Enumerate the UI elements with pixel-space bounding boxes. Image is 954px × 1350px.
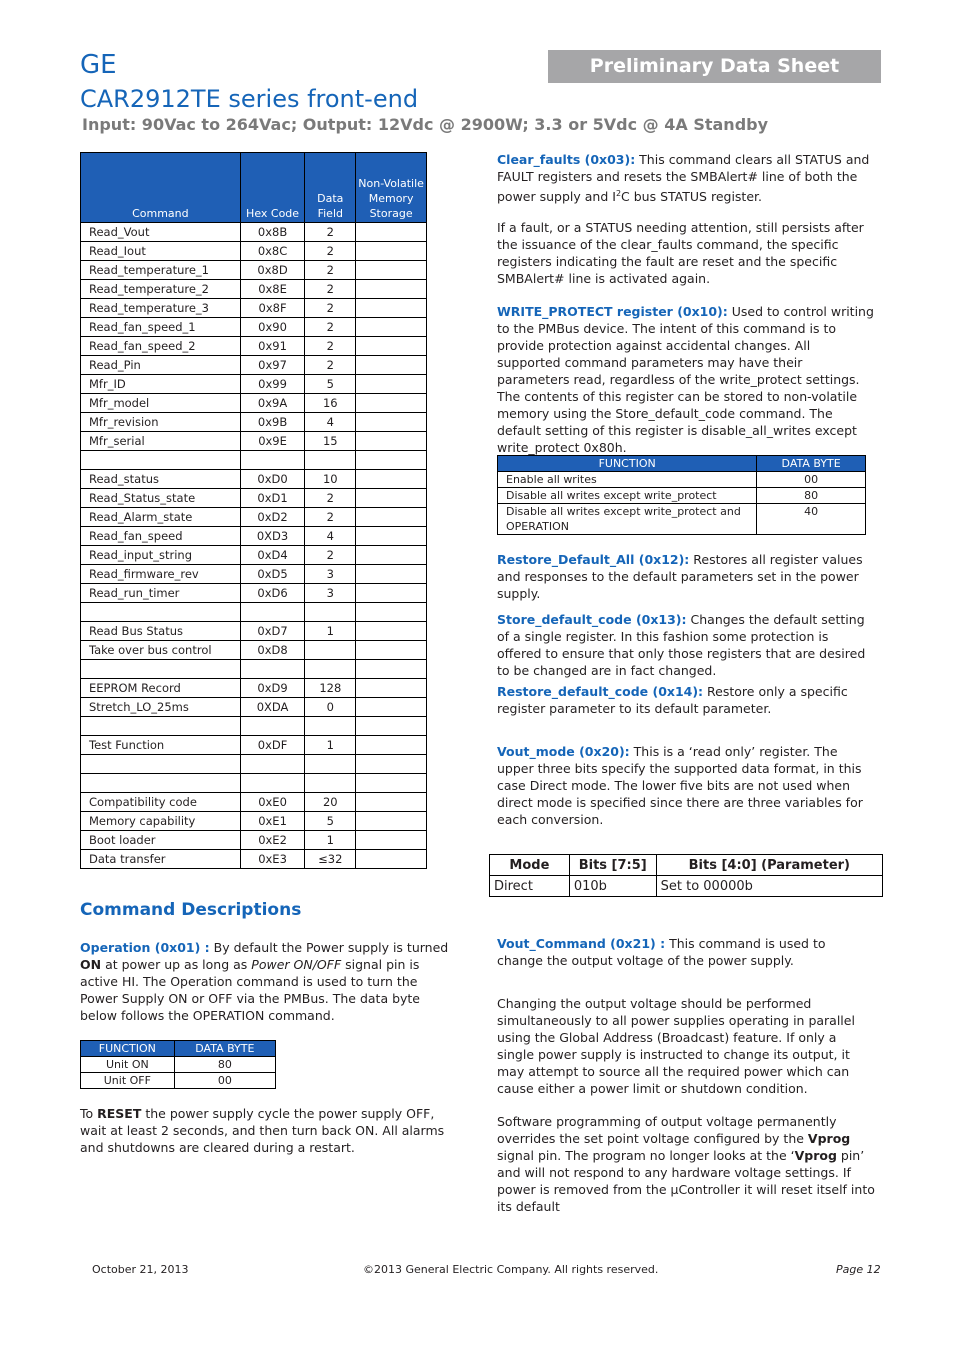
hex-code-cell: 0xE1 (240, 812, 305, 831)
clear-faults-keyword: Clear_faults (0x03): (497, 152, 636, 167)
command-name-cell: Read_temperature_1 (81, 261, 241, 280)
nonvolatile-storage-cell (356, 603, 427, 622)
table-row (81, 413, 427, 432)
table-row (81, 812, 427, 831)
nonvolatile-storage-cell (356, 280, 427, 299)
data-field-cell: 20 (305, 793, 356, 812)
changing-output-paragraph: Changing the output voltage should be performed simultaneously to all power supplies operating in parallel using the Global Address (Broadcast) feature. If only a single power supply is instructed to change its output, it may attempt to source all the required power which can cause either a power limit or shutdown condition. (497, 996, 855, 1096)
clear-faults-paragraph (497, 151, 875, 205)
reset-text-1: To (80, 1106, 98, 1121)
data-field-cell: 2 (305, 242, 356, 261)
command-name-cell: Read_firmware_rev (81, 565, 241, 584)
data-field-cell: 4 (305, 413, 356, 432)
vout-mode-paragraph (497, 743, 875, 828)
nonvolatile-storage-cell (356, 413, 427, 432)
data-field-cell: 16 (305, 394, 356, 413)
data-field-cell: 2 (305, 546, 356, 565)
command-name-cell: Read_Alarm_state (81, 508, 241, 527)
i2c-superscript: 2 (615, 189, 622, 198)
nonvolatile-storage-cell (356, 850, 427, 869)
write-protect-header-function: FUNCTION (498, 456, 757, 472)
command-table-body (81, 223, 427, 869)
operation-row-data-byte: 80 (174, 1057, 275, 1073)
data-field-cell: 5 (305, 375, 356, 394)
data-field-cell: 3 (305, 565, 356, 584)
command-name-cell: Read_fan_speed_1 (81, 318, 241, 337)
table-row (81, 318, 427, 337)
data-field-cell (305, 641, 356, 660)
operation-signal-italic: Power ON/OFF (251, 957, 342, 972)
store-default-code-keyword: Store_default_code (0x13): (497, 612, 687, 627)
vout-mode-header-bits-4-0: Bits [4:0] (Parameter) (656, 855, 882, 876)
nonvolatile-storage-cell (356, 717, 427, 736)
table-row (81, 698, 427, 717)
footer-copyright: ©2013 General Electric Company. All rights reserved. (363, 1263, 659, 1276)
nonvolatile-storage-cell (356, 508, 427, 527)
header-hex-code: Hex Code (240, 153, 305, 223)
data-field-cell: 15 (305, 432, 356, 451)
table-row (81, 717, 427, 736)
table-row (81, 470, 427, 489)
footer-page-number: Page 12 (836, 1263, 881, 1276)
table-row (81, 432, 427, 451)
data-field-cell: 0 (305, 698, 356, 717)
write-protect-text: Used to control writing to the PMBus device. The intent of this command is to provide protection against accidental changes. All supported command parameters may have their parameters read, regardless of the write_protect settings. The contents of this register can be stored to non-volatile memory using the Store_default_code command. The default setting of this register is disable_all_writes except write_protect 0x80h. (497, 304, 874, 455)
table-row (81, 223, 427, 242)
table-row (81, 622, 427, 641)
vout-command-text: This command is used to change the output voltage of the power supply. (497, 936, 826, 968)
document-title: CAR2912TE series front-end (80, 85, 419, 113)
command-name-cell: Compatibility code (81, 793, 241, 812)
command-name-cell: Boot loader (81, 831, 241, 850)
hex-code-cell: 0x8E (240, 280, 305, 299)
hex-code-cell: 0x8F (240, 299, 305, 318)
data-field-cell: 1 (305, 831, 356, 850)
nonvolatile-storage-cell (356, 394, 427, 413)
operation-text-1: By default the Power supply is turned (209, 940, 449, 955)
hex-code-cell (240, 717, 305, 736)
write-protect-table-header (498, 456, 866, 472)
command-name-cell: Data transfer (81, 850, 241, 869)
preliminary-data-sheet-banner: Preliminary Data Sheet (548, 50, 881, 83)
table-row (81, 451, 427, 470)
operation-table-header (81, 1041, 276, 1057)
data-field-cell (305, 603, 356, 622)
data-field-cell: 2 (305, 299, 356, 318)
table-row (81, 603, 427, 622)
hex-code-cell: 0xD7 (240, 622, 305, 641)
command-name-cell: Mfr_serial (81, 432, 241, 451)
nonvolatile-storage-cell (356, 432, 427, 451)
nonvolatile-storage-cell (356, 451, 427, 470)
command-name-cell (81, 451, 241, 470)
table-row (81, 280, 427, 299)
header-data-field: Data Field (305, 153, 356, 223)
nonvolatile-storage-cell (356, 660, 427, 679)
operation-on-bold: ON (80, 957, 102, 972)
data-field-cell (305, 660, 356, 679)
footer-date: October 21, 2013 (92, 1263, 189, 1276)
restore-default-all-keyword: Restore_Default_All (0x12): (497, 552, 690, 567)
operation-header-data-byte: DATA BYTE (174, 1041, 275, 1057)
data-field-cell: 10 (305, 470, 356, 489)
table-row (81, 850, 427, 869)
data-field-cell (305, 717, 356, 736)
operation-paragraph (80, 939, 455, 1024)
header-nonvolatile-storage: Non-Volatile Memory Storage (356, 153, 427, 223)
table-row (498, 488, 866, 504)
hex-code-cell: 0xD1 (240, 489, 305, 508)
nonvolatile-storage-cell (356, 223, 427, 242)
command-name-cell: Read_run_timer (81, 584, 241, 603)
store-default-code-text: Changes the default setting of a single register. In this fashion some protection is offered to ensure that only those registers that are desired to be changed are in fact changed. (497, 612, 866, 678)
vout-mode-row-bits-4-0: Set to 00000b (656, 876, 882, 897)
nonvolatile-storage-cell (356, 774, 427, 793)
hex-code-cell: 0xD0 (240, 470, 305, 489)
nonvolatile-storage-cell (356, 261, 427, 280)
hex-code-cell: 0xD5 (240, 565, 305, 584)
data-field-cell: 1 (305, 622, 356, 641)
nonvolatile-storage-cell (356, 470, 427, 489)
operation-text-3: signal pin is active HI. The Operation command is used to turn the Power Supply ON or OFF via the PMBus. The data byte below follows the OPERATION command. (80, 957, 420, 1023)
table-row (81, 527, 427, 546)
vout-mode-header-mode: Mode (490, 855, 570, 876)
vout-mode-table (489, 854, 883, 897)
nonvolatile-storage-cell (356, 527, 427, 546)
command-descriptions-heading: Command Descriptions (80, 900, 302, 920)
data-field-cell (305, 755, 356, 774)
hex-code-cell (240, 451, 305, 470)
restore-default-code-paragraph (497, 683, 875, 717)
data-field-cell: 2 (305, 318, 356, 337)
nonvolatile-storage-cell (356, 375, 427, 394)
hex-code-cell: 0xD6 (240, 584, 305, 603)
hex-code-cell (240, 660, 305, 679)
header-command: Command (81, 153, 241, 223)
nonvolatile-storage-cell (356, 337, 427, 356)
nonvolatile-storage-cell (356, 546, 427, 565)
command-name-cell: Read_status (81, 470, 241, 489)
table-row (81, 242, 427, 261)
write-protect-row-data-byte: 80 (757, 488, 866, 504)
table-row (490, 876, 883, 897)
data-field-cell: 128 (305, 679, 356, 698)
vout-command-paragraph (497, 935, 875, 969)
data-field-cell: 1 (305, 736, 356, 755)
vout-command-keyword: Vout_Command (0x21) : (497, 936, 666, 951)
hex-code-cell: 0x97 (240, 356, 305, 375)
restore-default-all-paragraph (497, 551, 875, 602)
vout-mode-row-bits-7-5: 010b (569, 876, 656, 897)
software-programming-paragraph (497, 1113, 875, 1215)
hex-code-cell (240, 755, 305, 774)
nonvolatile-storage-cell (356, 793, 427, 812)
operation-keyword: Operation (0x01) : (80, 940, 210, 955)
reset-bold: RESET (97, 1106, 142, 1121)
command-name-cell: Read_temperature_3 (81, 299, 241, 318)
command-table (80, 152, 427, 869)
table-row (81, 755, 427, 774)
table-row (81, 375, 427, 394)
command-name-cell: Read_Vout (81, 223, 241, 242)
vout-mode-table-header (490, 855, 883, 876)
data-field-cell: 2 (305, 337, 356, 356)
clear-faults-paragraph-2: If a fault, or a STATUS needing attention, still persists after the issuance of the clear_faults command, the specific registers indicating the fault are reset and the specific SMBAlert# line is activated again. (497, 220, 864, 286)
nonvolatile-storage-cell (356, 679, 427, 698)
restore-default-code-keyword: Restore_default_code (0x14): (497, 684, 704, 699)
hex-code-cell: 0xD8 (240, 641, 305, 660)
table-row (81, 679, 427, 698)
operation-row-data-byte: 00 (174, 1073, 275, 1089)
clear-faults-text-2: C bus STATUS register. (621, 189, 762, 205)
table-row (81, 660, 427, 679)
nonvolatile-storage-cell (356, 641, 427, 660)
vout-mode-keyword: Vout_mode (0x20): (497, 744, 630, 759)
data-field-cell: 4 (305, 527, 356, 546)
operation-row-function: Unit ON (81, 1057, 175, 1073)
command-name-cell (81, 755, 241, 774)
command-name-cell: Mfr_ID (81, 375, 241, 394)
nonvolatile-storage-cell (356, 318, 427, 337)
operation-row-function: Unit OFF (81, 1073, 175, 1089)
software-prog-text-1: Software programming of output voltage permanently overrides the set point voltage configured by the (497, 1114, 837, 1146)
vprog-bold-1: Vprog (807, 1131, 851, 1146)
write-protect-row-function: Enable all writes (498, 472, 757, 488)
command-name-cell (81, 717, 241, 736)
command-name-cell: EEPROM Record (81, 679, 241, 698)
data-field-cell: 2 (305, 280, 356, 299)
data-field-cell: 3 (305, 584, 356, 603)
nonvolatile-storage-cell (356, 565, 427, 584)
command-name-cell (81, 603, 241, 622)
table-row (81, 584, 427, 603)
hex-code-cell: 0xD2 (240, 508, 305, 527)
vout-mode-header-bits-7-5: Bits [7:5] (569, 855, 656, 876)
hex-code-cell: 0x99 (240, 375, 305, 394)
write-protect-paragraph (497, 303, 875, 456)
table-row (81, 394, 427, 413)
command-name-cell: Read_Pin (81, 356, 241, 375)
table-row (81, 1073, 276, 1089)
table-row (81, 774, 427, 793)
table-row (81, 793, 427, 812)
operation-table (80, 1040, 276, 1089)
ge-logo-text: GE (80, 50, 117, 80)
hex-code-cell: 0x8D (240, 261, 305, 280)
nonvolatile-storage-cell (356, 831, 427, 850)
table-row (81, 489, 427, 508)
hex-code-cell: 0xDF (240, 736, 305, 755)
command-name-cell: Mfr_model (81, 394, 241, 413)
write-protect-keyword: WRITE_PROTECT register (0x10): (497, 304, 728, 319)
write-protect-row-function: Disable all writes except write_protect and OPERATION (498, 504, 757, 535)
table-row (81, 736, 427, 755)
table-row (498, 504, 866, 535)
data-field-cell (305, 774, 356, 793)
document-subtitle: Input: 90Vac to 264Vac; Output: 12Vdc @ 2900W; 3.3 or 5Vdc @ 4A Standby (82, 115, 769, 134)
nonvolatile-storage-cell (356, 736, 427, 755)
nonvolatile-storage-cell (356, 698, 427, 717)
command-name-cell: Test Function (81, 736, 241, 755)
data-field-cell: 5 (305, 812, 356, 831)
nonvolatile-storage-cell (356, 299, 427, 318)
hex-code-cell: 0xE3 (240, 850, 305, 869)
hex-code-cell: 0xE2 (240, 831, 305, 850)
software-prog-text-2: signal pin. The program no longer looks at the ‘ (497, 1148, 795, 1163)
data-field-cell: 2 (305, 261, 356, 280)
command-name-cell: Stretch_LO_25ms (81, 698, 241, 717)
table-row (81, 299, 427, 318)
nonvolatile-storage-cell (356, 755, 427, 774)
table-row (81, 508, 427, 527)
table-row (81, 546, 427, 565)
table-row (81, 831, 427, 850)
command-name-cell: Take over bus control (81, 641, 241, 660)
hex-code-cell: 0x91 (240, 337, 305, 356)
command-name-cell: Read_input_string (81, 546, 241, 565)
table-row (81, 261, 427, 280)
command-name-cell: Read_fan_speed (81, 527, 241, 546)
data-field-cell: 2 (305, 489, 356, 508)
hex-code-cell: 0x8C (240, 242, 305, 261)
command-name-cell: Read_Iout (81, 242, 241, 261)
nonvolatile-storage-cell (356, 489, 427, 508)
write-protect-row-data-byte: 40 (757, 504, 866, 535)
table-row (81, 565, 427, 584)
nonvolatile-storage-cell (356, 242, 427, 261)
command-name-cell: Read_Status_state (81, 489, 241, 508)
nonvolatile-storage-cell (356, 622, 427, 641)
command-name-cell (81, 774, 241, 793)
data-field-cell: 2 (305, 223, 356, 242)
clear-faults-text-1: This command clears all STATUS and FAULT registers and resets the SMBAlert# line of both the power supply and I (497, 152, 870, 205)
data-field-cell (305, 451, 356, 470)
command-name-cell: Memory capability (81, 812, 241, 831)
hex-code-cell: 0x9A (240, 394, 305, 413)
write-protect-row-function: Disable all writes except write_protect (498, 488, 757, 504)
vout-mode-row-mode: Direct (490, 876, 570, 897)
store-default-code-paragraph (497, 611, 875, 679)
hex-code-cell: 0xD9 (240, 679, 305, 698)
hex-code-cell: 0xD4 (240, 546, 305, 565)
command-table-header-row (81, 153, 427, 223)
command-name-cell: Read Bus Status (81, 622, 241, 641)
write-protect-header-data-byte: DATA BYTE (757, 456, 866, 472)
command-name-cell: Mfr_revision (81, 413, 241, 432)
hex-code-cell (240, 774, 305, 793)
hex-code-cell (240, 603, 305, 622)
vprog-bold-2: Vprog (794, 1148, 837, 1163)
data-field-cell: 2 (305, 356, 356, 375)
table-row (498, 472, 866, 488)
hex-code-cell: 0x90 (240, 318, 305, 337)
data-field-cell: 2 (305, 508, 356, 527)
reset-paragraph (80, 1105, 455, 1156)
hex-code-cell: 0XD3 (240, 527, 305, 546)
write-protect-row-data-byte: 00 (757, 472, 866, 488)
command-name-cell: Read_fan_speed_2 (81, 337, 241, 356)
command-name-cell (81, 660, 241, 679)
operation-text-2: at power up as long as (101, 957, 252, 972)
nonvolatile-storage-cell (356, 584, 427, 603)
table-row (81, 356, 427, 375)
data-field-cell: ≤32 (305, 850, 356, 869)
restore-default-code-text: Restore only a specific register parameter to its default parameter. (497, 684, 848, 716)
hex-code-cell: 0xE0 (240, 793, 305, 812)
table-row (81, 1057, 276, 1073)
command-name-cell: Read_temperature_2 (81, 280, 241, 299)
nonvolatile-storage-cell (356, 356, 427, 375)
software-prog-text-3: pin’ and will not respond to any hardware voltage settings. If power is removed from the µController it will reset itself into its default (497, 1148, 875, 1214)
hex-code-cell: 0XDA (240, 698, 305, 717)
vout-mode-text: This is a ‘read only’ register. The upper three bits specify the supported data format, in this case Direct mode. The lower five bits are not used when direct mode is specified since there are three variables for each conversion. (497, 744, 863, 827)
restore-default-all-text: Restores all register values and responses to the default parameters set in the power supply. (497, 552, 863, 601)
hex-code-cell: 0x9E (240, 432, 305, 451)
write-protect-table (497, 455, 866, 535)
table-row (81, 641, 427, 660)
table-row (81, 337, 427, 356)
hex-code-cell: 0x8B (240, 223, 305, 242)
hex-code-cell: 0x9B (240, 413, 305, 432)
nonvolatile-storage-cell (356, 812, 427, 831)
operation-header-function: FUNCTION (81, 1041, 175, 1057)
reset-text-2: the power supply cycle the power supply OFF, wait at least 2 seconds, and then turn back ON. All alarms and shutdowns are cleared during a restart. (80, 1106, 445, 1155)
